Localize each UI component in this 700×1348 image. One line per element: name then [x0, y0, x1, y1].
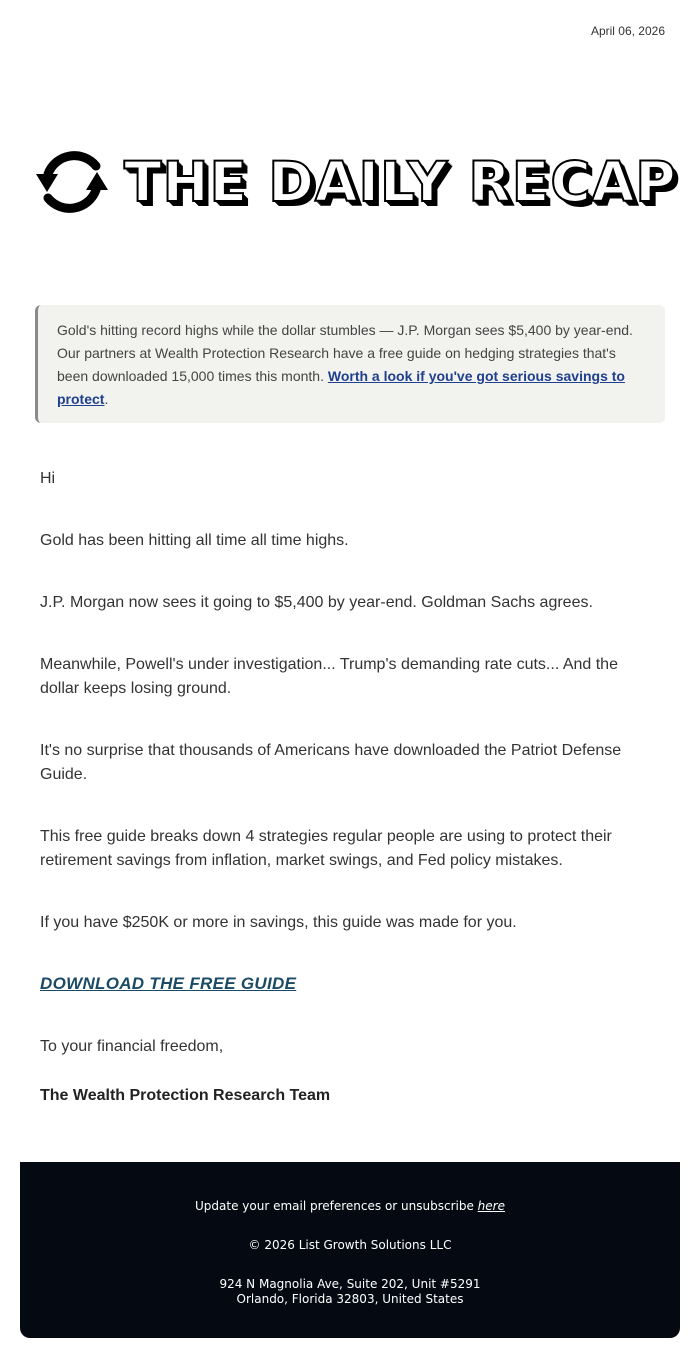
refresh-cycle-icon — [34, 144, 110, 220]
sponsor-callout — [35, 305, 665, 423]
signature: The Wealth Protection Research Team — [40, 1087, 331, 1104]
email-date: April 06, 2026 — [590, 24, 665, 38]
callout-text: Gold's hitting record highs while the dollar stumbles — J.P. Morgan sees $5,400 by year-end. Our partners at Wealth Protection Research have a free guide on hedging strategies that's been downloaded 15,000 times this month. — [57, 322, 633, 384]
closing-line: To your financial freedom, — [40, 1038, 224, 1055]
address — [20, 1277, 680, 1307]
copyright: © 2026 List Growth Solutions LLC — [248, 1238, 452, 1252]
preferences-text: Update your email preferences or unsubscribe — [195, 1199, 478, 1213]
body-paragraph: This free guide breaks down 4 strategies regular people are using to protect their retirement savings from inflation, market swings, and Fed policy mistakes. — [40, 828, 612, 869]
callout-link[interactable]: Worth a look if you've got serious savings to protect — [57, 368, 625, 407]
logo-wordmark: THE DAILY RECAP — [124, 149, 677, 214]
download-guide-link[interactable]: DOWNLOAD THE FREE GUIDE — [40, 974, 297, 993]
body-paragraph: If you have $250K or more in savings, this guide was made for you. — [40, 914, 517, 931]
preferences-line — [20, 1199, 680, 1213]
email-footer — [20, 1162, 680, 1338]
unsubscribe-link[interactable]: here — [477, 1199, 505, 1213]
address-line-2: Orlando, Florida 32803, United States — [236, 1292, 464, 1306]
greeting: Hi — [40, 470, 56, 487]
body-paragraph: It's no surprise that thousands of Americans have downloaded the Patriot Defense Guide. — [40, 742, 622, 783]
newsletter-logo — [34, 144, 677, 220]
body-paragraph: Meanwhile, Powell's under investigation... Trump's demanding rate cuts... And the dollar keeps losing ground. — [40, 656, 618, 697]
callout-trailing: . — [104, 391, 109, 407]
body-paragraph: J.P. Morgan now sees it going to $5,400 by year-end. Goldman Sachs agrees. — [40, 594, 593, 611]
body-paragraph: Gold has been hitting all time all time highs. — [40, 532, 349, 549]
address-line-1: 924 N Magnolia Ave, Suite 202, Unit #5291 — [219, 1277, 481, 1291]
